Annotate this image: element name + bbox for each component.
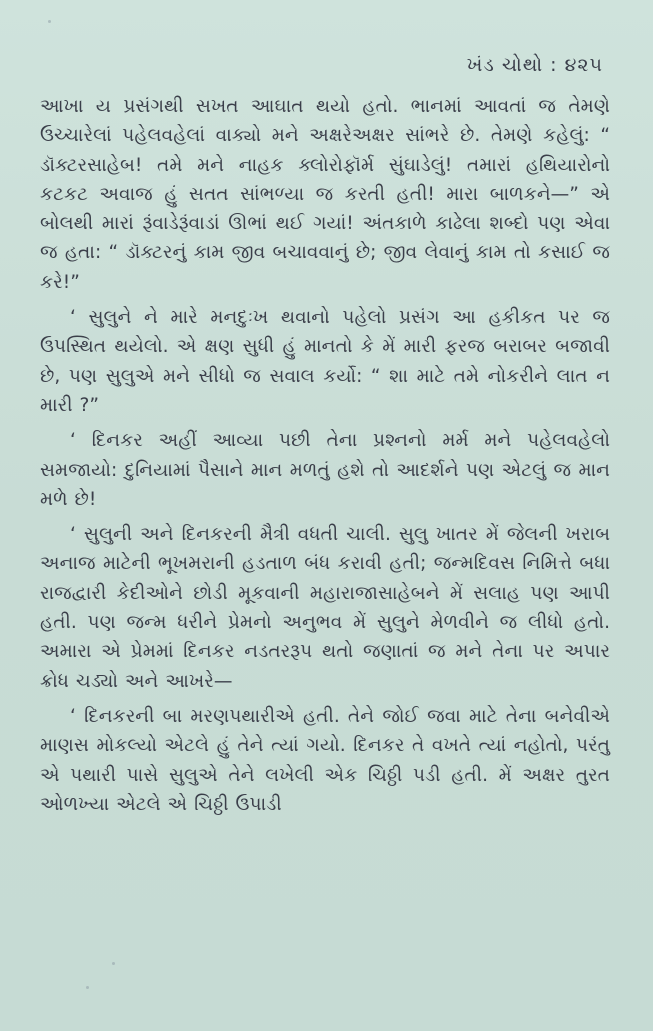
paragraph-1: આખા ય પ્રસંગથી સખત આઘાત થયો હતો. ભાનમાં આવતાં જ તેમણે ઉચ્ચારેલાં પહેલવહેલાં વાક્યો મને અક્ષરેઅક્ષર સાંભરે છે. તેમણે કહેલું: “ ડૉક્ટરસાહેબ! તમે મને નાહક ક્લોરોફૉર્મ સુંઘાડેલું! તમારાં હથિયારોનો કટકટ અવાજ હું સતત સાંભળ્યા જ કરતી હતી! મારા બાળકને—” એ બોલથી મારાં રૂંવાડેરૂંવાડાં ઊભાં થઈ ગયાં! અંતકાળે કાઢેલા શબ્દો પણ એવા જ હતા: “ ડૉક્ટરનું કામ જીવ બચાવવાનું છે; જીવ લેવાનું કામ તો કસાઈ જ કરે!” [40, 96, 610, 293]
scan-speck [48, 20, 51, 23]
paragraph-4: ‘ સુલુની અને દિનકરની મૈત્રી વધતી ચાલી. સુલુ ખાતર મેં જેલની ખરાબ અનાજ માટેની ભૂખમરાની હડતાળ બંધ કરાવી હતી; જન્મદિવસ નિમિત્તે બધા રાજદ્વારી કેદીઓને છોડી મૂકવાની મહારાજાસાહેબને મેં સલાહ પણ આપી હતી. પણ જન્મ ધરીને પ્રેમનો અનુભવ મેં સુલુને મેળવીને જ લીધો હતો. અમારા એ પ્રેમમાં દિનકર નડતરરૂપ થતો જણાતાં જ મને તેના પર અપાર ક્રોધ ચડ્યો અને આખરે— [40, 524, 610, 692]
running-head: ખંડ ચોથો : ૪૨૫ [466, 54, 603, 76]
paragraph-2: ‘ સુલુને ને મારે મનદુઃખ થવાનો પહેલો પ્રસંગ આ હકીકત પર જ ઉપસ્થિત થયેલો. એ ક્ષણ સુધી હું માનતો કે મેં મારી ફરજ બરાબર બજાવી છે, પણ સુલુએ મને સીધો જ સવાલ કર્યો: “ શા માટે તમે નોકરીને લાત ન મારી ?” [40, 307, 610, 416]
paragraph-5: ‘ દિનકરની બા મરણપથારીએ હતી. તેને જોઈ જવા માટે તેના બનેવીએ માણસ મોકલ્યો એટલે હું તેને ત્યાં ગયો. દિનકર તે વખતે ત્યાં નહોતો, પરંતુ એ પથારી પાસે સુલુએ તેને લખેલી એક ચિઠ્ઠી પડી હતી. મેં અક્ષર તુરત ઓળખ્યા એટલે એ ચિઠ્ઠી ઉપાડી [40, 705, 610, 815]
page-body [40, 92, 610, 825]
paragraph-3: ‘ દિનકર અહીં આવ્યા પછી તેના પ્રશ્નનો મર્મ મને પહેલવહેલો સમજાયો: દુનિયામાં પૈસાને માન મળતું હશે તો આદર્શને પણ એટલું જ માન મળે છે! [40, 430, 610, 510]
scan-speck [86, 986, 89, 989]
scan-speck [112, 962, 115, 965]
